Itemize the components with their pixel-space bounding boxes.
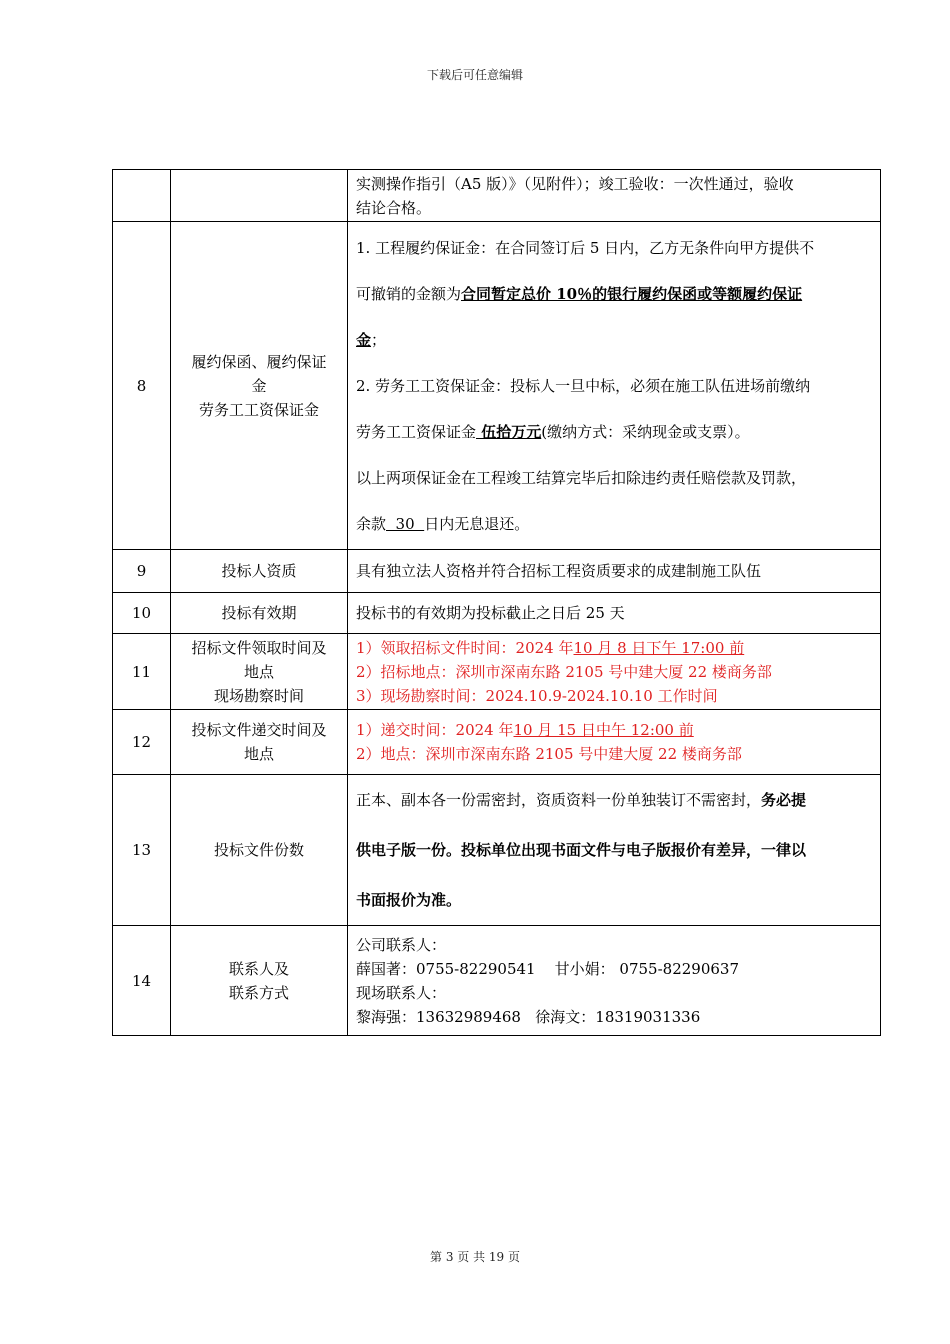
content-line: 供电子版一份。投标单位出现书面文件与电子版报价有差异，一律以 [356, 841, 807, 859]
content-text: ； [371, 330, 387, 349]
table-row [113, 170, 881, 222]
page-footer: 第 3 页 共 19 页 [430, 1250, 520, 1264]
row-content: 投标书的有效期为投标截止之日后 25 天 [348, 593, 881, 634]
row-item [171, 710, 348, 775]
item-line: 联系方式 [228, 983, 289, 1002]
tender-terms-table [112, 169, 881, 1036]
table-row [113, 926, 881, 1036]
item-line: 劳务工工资保证金 [198, 400, 319, 419]
content-text: 劳务工工资保证金 [356, 422, 477, 441]
content-line: 2）地点：深圳市深南东路 2105 号中建大厦 22 楼商务部 [356, 745, 742, 763]
item-line: 金 [251, 376, 267, 395]
content-text: 可撤销的金额为 [356, 284, 462, 303]
row-content [348, 634, 881, 710]
deadline-text: 10 月 8 日下午 17:00 前 [573, 638, 745, 657]
content-line: 实测操作指引（A5 版）》（见附件）；竣工验收：一次性通过，验收 [356, 174, 794, 193]
table-row [113, 222, 881, 550]
row-item: 投标有效期 [171, 593, 348, 634]
row-number: 12 [113, 710, 171, 775]
content-line [356, 409, 872, 455]
row-number [113, 170, 171, 222]
content-text: 正本、副本各一份需密封，资质资料一份单独装订不需密封， [356, 791, 762, 809]
content-line: 2. 劳务工工资保证金：投标人一旦中标，必须在施工队伍进场前缴纳 [356, 376, 811, 395]
emphasis-text: 合同暂定总价 10％的银行履约保函或等额履约保证 [461, 284, 803, 303]
item-line: 投标文件递交时间及 [191, 721, 327, 739]
underlined-value: 30 [386, 514, 425, 533]
row-number: 11 [113, 634, 171, 710]
table-row [113, 550, 881, 593]
item-line: 招标文件领取时间及 [191, 638, 327, 657]
contact-line: 薛国著：0755-82290541 甘小娟： 0755-82290637 [356, 959, 740, 978]
emphasis-text: 务必提 [761, 791, 807, 809]
table-row [113, 593, 881, 634]
emphasis-text: 金 [356, 330, 372, 349]
row-item [171, 926, 348, 1036]
header-note: 下载后可任意编辑 [426, 68, 523, 82]
content-text: 日内无息退还。 [424, 514, 530, 533]
content-line [356, 775, 872, 825]
content-line [356, 271, 872, 317]
row-number: 13 [113, 775, 171, 926]
deadline-text: 10 月 15 日中午 12:00 前 [513, 721, 694, 739]
content-text: (缴纳方式：采纳现金或支票）。 [541, 422, 750, 441]
row-content: 具有独立法人资格并符合招标工程资质要求的成建制施工队伍 [348, 550, 881, 593]
item-line: 联系人及 [228, 959, 289, 978]
row-item [171, 634, 348, 710]
content-line: 3）现场勘察时间：2024.10.9-2024.10.10 工作时间 [356, 686, 718, 705]
row-number: 9 [113, 550, 171, 593]
row-content [348, 222, 881, 550]
emphasis-text: 伍拾万元 [476, 422, 542, 441]
contact-line: 黎海强：13632989468 徐海文：18319031336 [356, 1007, 701, 1026]
content-line: 书面报价为准。 [356, 891, 462, 909]
table-row [113, 634, 881, 710]
content-text: 1）领取招标文件时间：2024 年 [356, 638, 574, 657]
row-item [171, 170, 348, 222]
item-line: 现场勘察时间 [213, 686, 304, 705]
row-content [348, 170, 881, 222]
item-line: 地点 [243, 662, 274, 681]
item-line: 地点 [243, 745, 274, 763]
content-line: 2）招标地点：深圳市深南东路 2105 号中建大厦 22 楼商务部 [356, 662, 772, 681]
content-line [356, 317, 872, 363]
row-item [171, 222, 348, 550]
table-row [113, 710, 881, 775]
row-content [348, 926, 881, 1036]
content-text: 余款 [356, 514, 387, 533]
row-number: 10 [113, 593, 171, 634]
row-content [348, 710, 881, 775]
row-number: 8 [113, 222, 171, 550]
table-row [113, 775, 881, 926]
content-text: 1）递交时间：2024 年 [356, 721, 514, 739]
content-line: 结论合格。 [356, 198, 432, 217]
content-line [356, 636, 872, 660]
row-content [348, 775, 881, 926]
content-line [356, 501, 872, 547]
contact-label: 公司联系人： [356, 935, 447, 954]
item-line: 履约保函、履约保证 [191, 352, 327, 371]
row-item: 投标文件份数 [171, 775, 348, 926]
contact-label: 现场联系人： [356, 983, 447, 1002]
content-line [356, 718, 872, 742]
row-number: 14 [113, 926, 171, 1036]
content-line: 1. 工程履约保证金：在合同签订后 5 日内，乙方无条件向甲方提供不 [356, 238, 815, 257]
row-item: 投标人资质 [171, 550, 348, 593]
content-line: 以上两项保证金在工程竣工结算完毕后扣除违约责任赔偿款及罚款， [356, 468, 807, 487]
